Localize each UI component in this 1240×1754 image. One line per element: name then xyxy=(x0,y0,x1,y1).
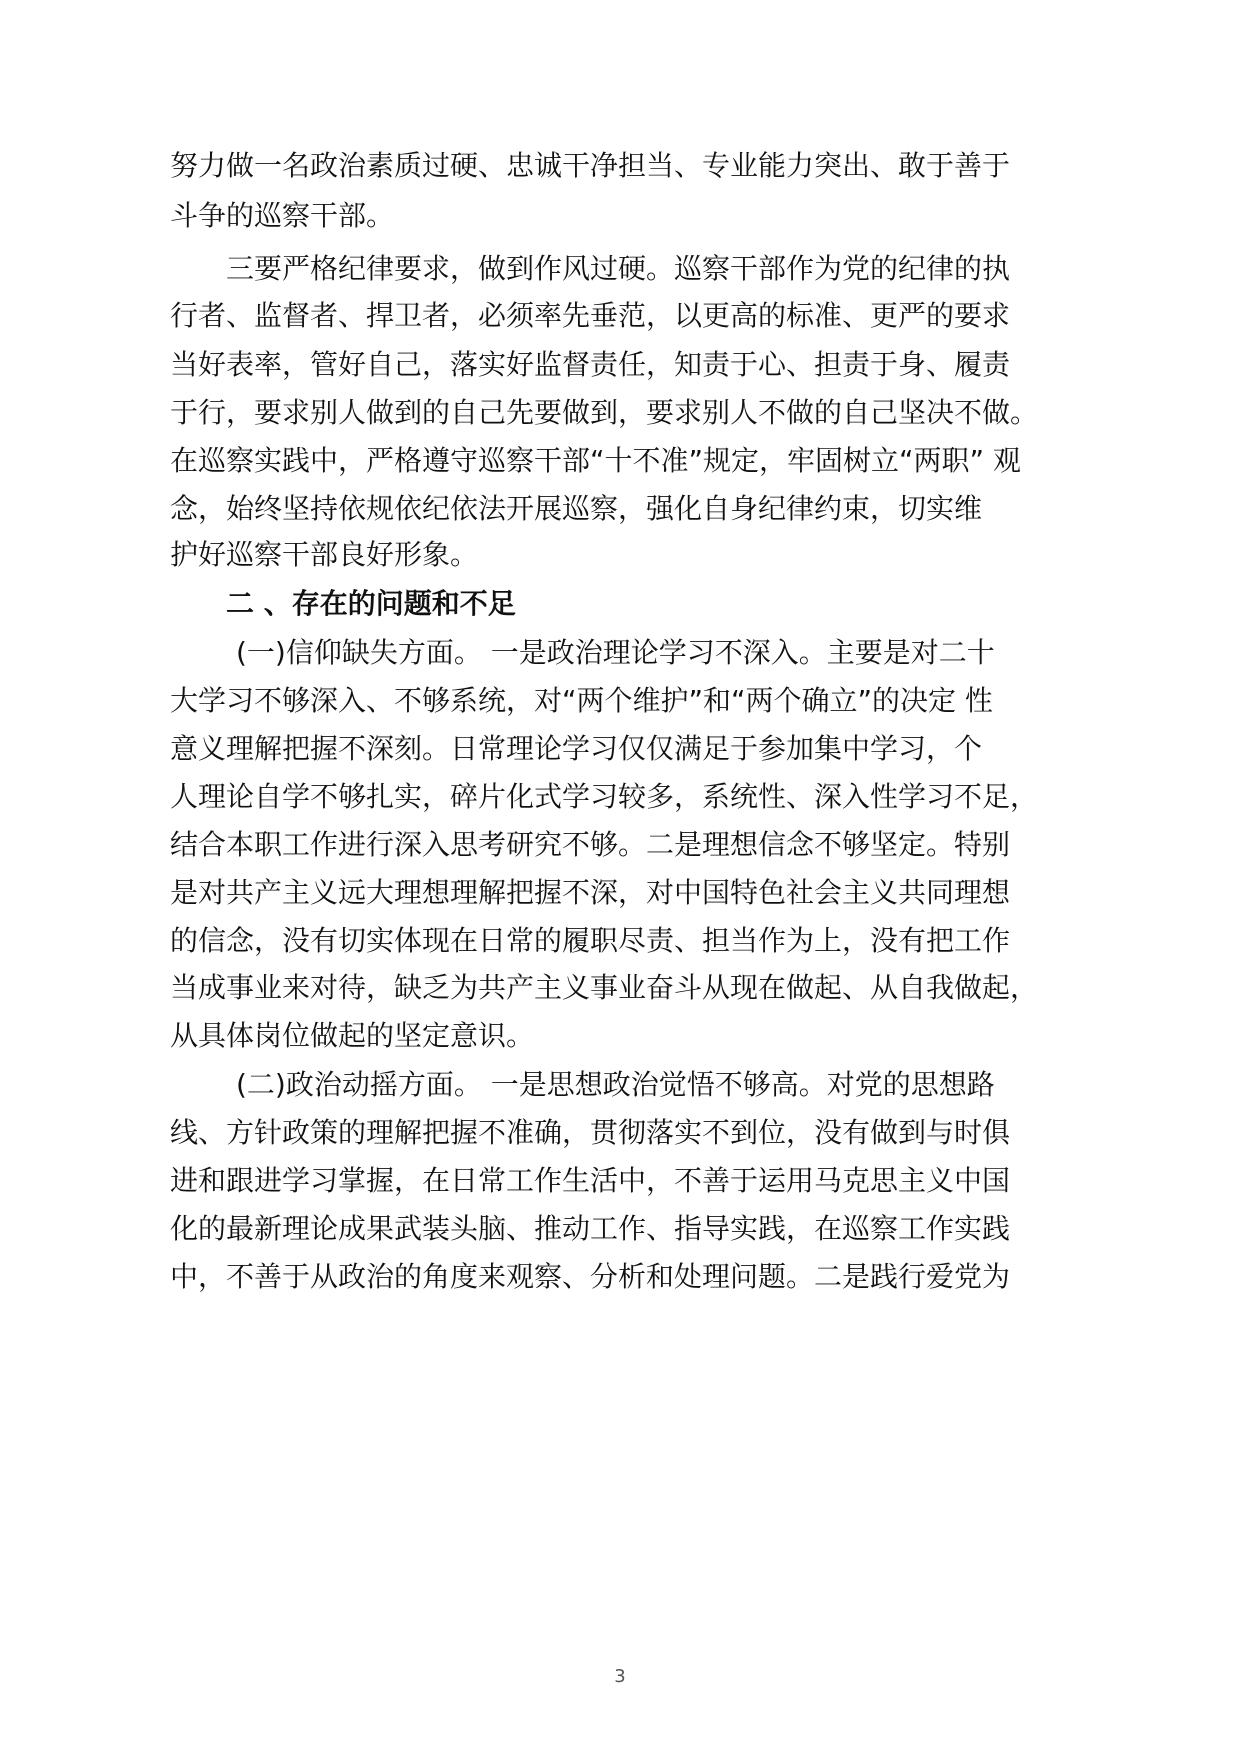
text-line: 线、方针政策的理解把握不准确，贯彻落实不到位，没有做到与时俱 xyxy=(170,1116,1011,1149)
text-line: 努力做一名政治素质过硬、忠诚干净担当、专业能力突出、敢于善于 xyxy=(170,149,1011,182)
page-number: 3 xyxy=(614,1666,626,1687)
text-line: 的信念，没有切实体现在日常的履职尽责、担当作为上，没有把工作 xyxy=(170,924,1011,957)
text-line: 从具体岗位做起的坚定意识。 xyxy=(170,1019,535,1052)
text-line: 念，始终坚持依规依纪依法开展巡察，强化自身纪律约束，切实维 xyxy=(170,492,983,525)
text-line: 斗争的巡察干部。 xyxy=(170,199,395,232)
text-line: 结合本职工作进行深入思考研究不够。二是理想信念不够坚定。特别 xyxy=(170,828,1011,861)
paragraph-start-line: 三要严格纪律要求，做到作风过硬。巡察干部作为党的纪律的执 xyxy=(226,252,1011,285)
text-line: 护好巡察干部良好形象。 xyxy=(170,538,479,571)
text-line: 大学习不够深入、不够系统，对“两个维护”和“两个确立”的决定 性 xyxy=(170,684,993,717)
paragraph-start-line: (一)信仰缺失方面。 一是政治理论学习不深入。主要是对二十 xyxy=(236,636,995,669)
section-heading: 二 、存在的问题和不足 xyxy=(226,587,516,620)
text-line: 当好表率，管好自己，落实好监督责任，知责于心、担责于身、履责 xyxy=(170,348,1011,381)
text-line: 行者、监督者、捍卫者，必须率先垂范，以更高的标准、更严的要求 xyxy=(170,299,1011,332)
text-line: 当成事业来对待，缺乏为共产主义事业奋斗从现在做起、从自我做起， xyxy=(170,971,1039,1004)
text-line: 在巡察实践中，严格遵守巡察干部“十不准”规定，牢固树立“两职” 观 xyxy=(170,444,1021,477)
text-line: 是对共产主义远大理想理解把握不深，对中国特色社会主义共同理想 xyxy=(170,876,1011,909)
text-line: 于行，要求别人做到的自己先要做到，要求别人不做的自己坚决不做。 xyxy=(170,396,1039,429)
text-line: 人理论自学不够扎实，碎片化式学习较多，系统性、深入性学习不足， xyxy=(170,780,1039,813)
paragraph-start-line: (二)政治动摇方面。 一是思想政治觉悟不够高。对党的思想路 xyxy=(236,1068,995,1101)
text-line: 中，不善于从政治的角度来观察、分析和处理问题。二是践行爱党为 xyxy=(170,1260,1011,1293)
text-line: 意义理解把握不深刻。日常理论学习仅仅满足于参加集中学习，个 xyxy=(170,732,983,765)
text-line: 化的最新理论成果武装头脑、推动工作、指导实践，在巡察工作实践 xyxy=(170,1212,1011,1245)
text-line: 进和跟进学习掌握，在日常工作生活中，不善于运用马克思主义中国 xyxy=(170,1164,1011,1197)
